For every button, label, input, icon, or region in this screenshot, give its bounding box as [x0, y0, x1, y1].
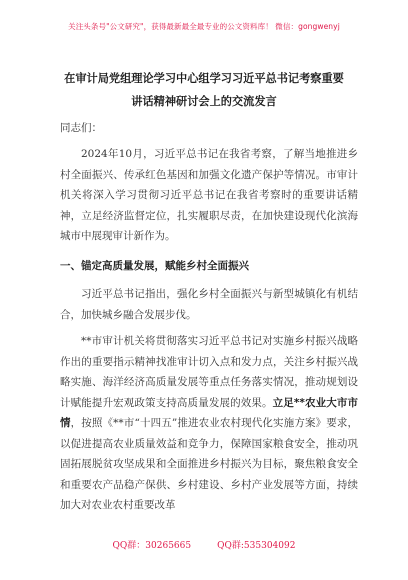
paragraph-intro: 2024年10月，习近平总书记在我省考察，了解当地推进乡村全面振兴、传承红色基因和加强文化遗产保护等情况。市审计机关将深入学习贯彻习近平总书记在我省考察时的重要讲话精神，立足经济监督定位，扎实履职尽责，在加快建设现代化滨海城市中展现审计新作为。 — [60, 148, 358, 242]
paragraph-3-text-b: ，按照《**市“十四五”推进农业农村现代化实施方案》要求，以促进提高农业质量效益和竞争力，保障国家粮食安全，推动巩固拓展脱贫攻坚成果和全面推进乡村振兴为目标，聚焦粮食安全和重要农产品稳产保供、乡村建设、乡村产业发展等方面，持续加大对农业农村重要改革 — [60, 417, 358, 511]
footer-qq-group-1: QQ群：30265665 — [112, 540, 192, 551]
paragraph-3-bold-phrase: 立足**农业大市市情 — [60, 396, 359, 429]
document-title-line-2: 讲话精神研讨会上的交流发言 — [131, 95, 277, 108]
salutation: 同志们： — [60, 122, 102, 134]
footer-contact — [0, 528, 408, 560]
section-heading-1: 一、锚定高质量发展，赋能乡村全面振兴 — [60, 260, 249, 272]
paragraph-3 — [60, 331, 358, 516]
paragraph-3-text-a: **市审计机关将贯彻落实习近平总书记对实施乡村振兴战略作出的重要指示精神找准审计切入点和发力点，关注乡村振兴战略实施、海洋经济高质量发展等重点任务落实情况，推动规划设计赋能提升宏观政策支持高质量发展的效果。 — [60, 335, 358, 409]
footer-qq-group-2: QQ群:535304092 — [217, 540, 296, 551]
paragraph-2: 习近平总书记指出，强化乡村全面振兴与新型城镇化有机结合，加快城乡融合发展步伐。 — [60, 288, 358, 321]
header-banner — [0, 0, 408, 52]
document-title-line-1: 在审计局党组理论学习中心组学习习近平总书记考察重要 — [64, 72, 344, 85]
header-banner-text: 关注头条号"公文研究"，获得最新最全最专业的公文资料库！ 微信：gongwenyj — [68, 21, 340, 31]
